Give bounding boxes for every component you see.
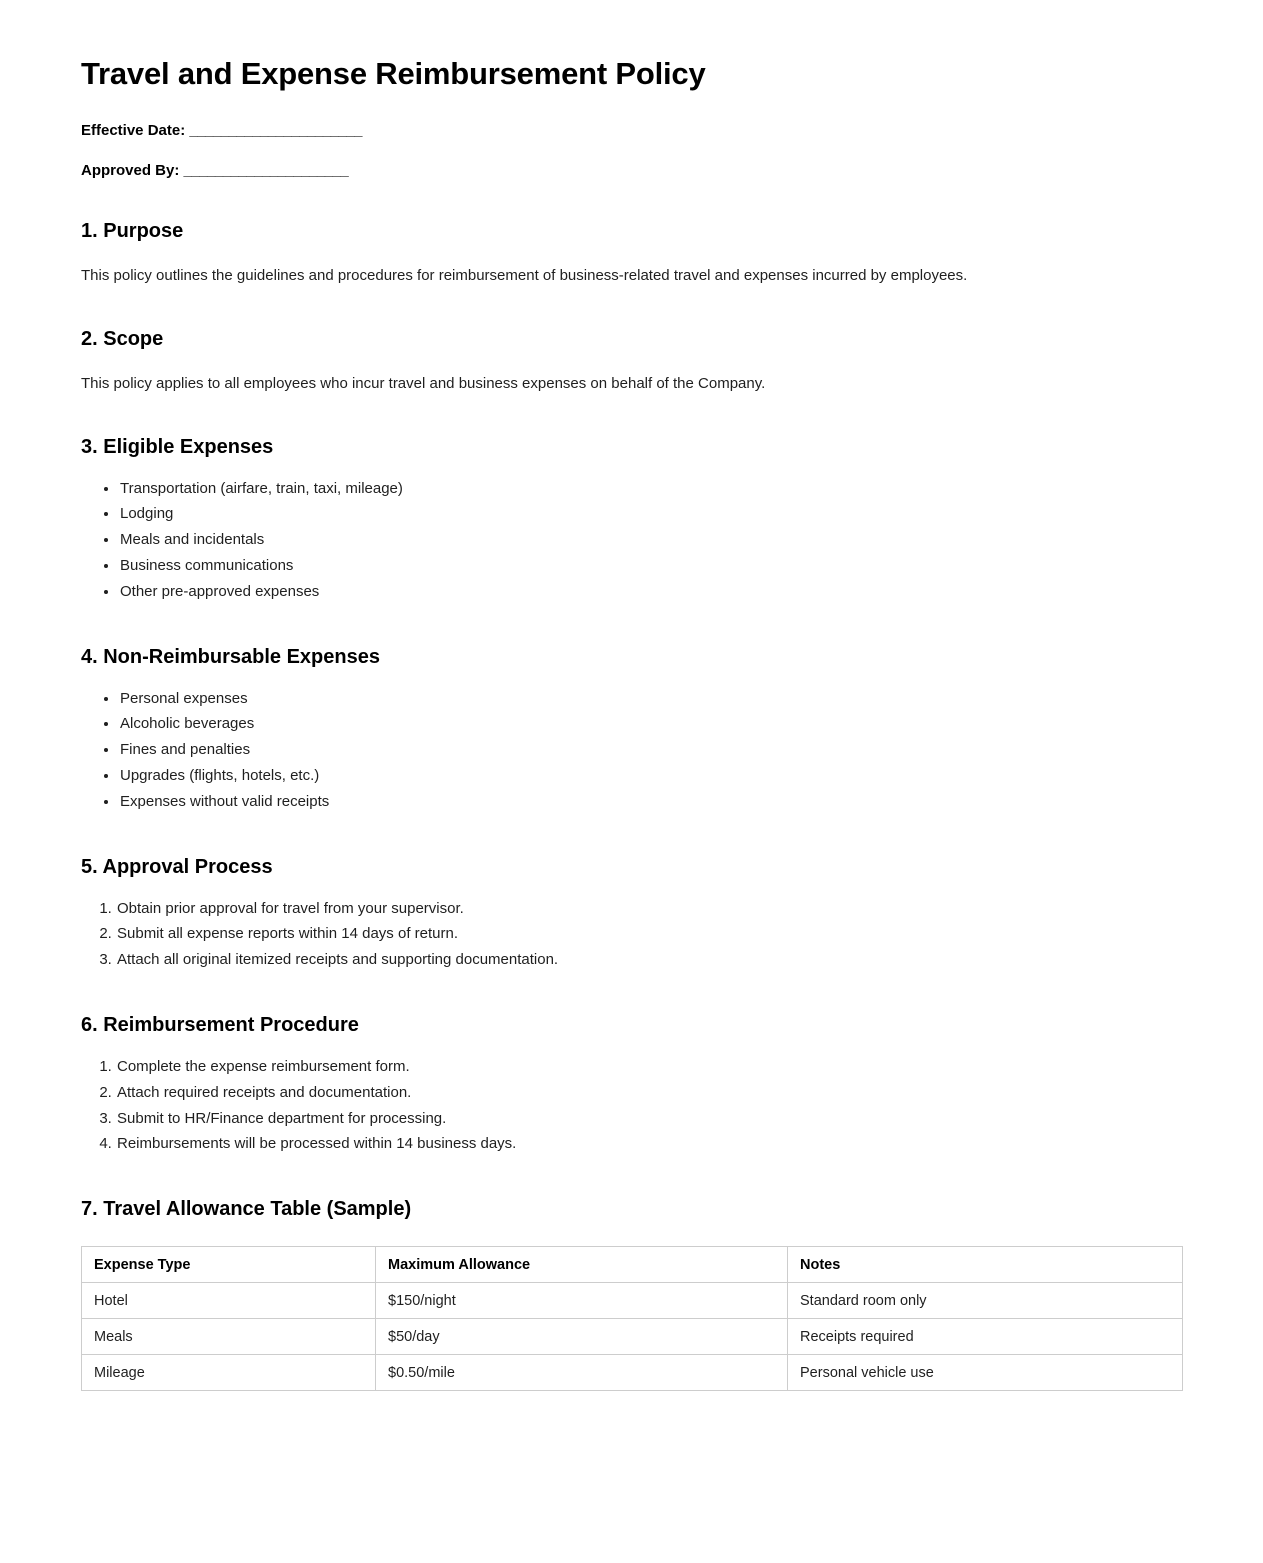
cell-maximum-allowance: $150/night: [376, 1283, 788, 1319]
section-heading-purpose: 1. Purpose: [81, 220, 184, 243]
section-heading-approval-process: 5. Approval Process: [81, 855, 273, 878]
reimbursement-procedure-list: [81, 1038, 1182, 1157]
list-item: • Transportation (airfare, train, taxi, mileage): [119, 476, 1182, 502]
list-item: 1. Obtain prior approval for travel from your supervisor.: [116, 896, 1182, 922]
list-item: 2. Attach required receipts and documentation.: [116, 1080, 1182, 1106]
list-item: • Fines and penalties: [119, 737, 1182, 763]
cell-notes: Personal vehicle use: [788, 1355, 1183, 1391]
cell-maximum-allowance: $50/day: [376, 1319, 788, 1355]
travel-allowance-table: [81, 1246, 1183, 1391]
list-item: • Expenses without valid receipts: [119, 789, 1182, 815]
section-heading-reimbursement-procedure: 6. Reimbursement Procedure: [81, 1014, 359, 1037]
list-item: • Business communications: [119, 553, 1182, 579]
section-text-purpose: This policy outlines the guidelines and procedures for reimbursement of business-related travel and expenses incurred by employees.: [81, 267, 968, 285]
section-text-scope: This policy applies to all employees who incur travel and business expenses on behalf of the Company.: [81, 374, 766, 392]
approved-by-field: [81, 162, 1182, 179]
section-heading-scope: 2. Scope: [81, 327, 164, 350]
column-header-maximum-allowance: Maximum Allowance: [376, 1247, 788, 1283]
section-heading-non-reimbursable-expenses: 4. Non-Reimbursable Expenses: [81, 645, 380, 668]
list-item: • Alcoholic beverages: [119, 711, 1182, 737]
effective-date-blank[interactable]: ______________________: [189, 122, 362, 140]
cell-notes: Standard room only: [788, 1283, 1183, 1319]
column-header-notes: Notes: [788, 1247, 1183, 1283]
list-item: • Other pre-approved expenses: [119, 579, 1182, 605]
list-item: 1. Complete the expense reimbursement form.: [116, 1054, 1182, 1080]
list-item: • Upgrades (flights, hotels, etc.): [119, 763, 1182, 789]
cell-expense-type: Hotel: [82, 1283, 376, 1319]
table-row: [82, 1319, 1183, 1355]
column-header-expense-type: Expense Type: [82, 1247, 376, 1283]
section-heading-eligible-expenses: 3. Eligible Expenses: [81, 435, 274, 458]
approval-process-list: [81, 880, 1182, 973]
list-item: 3. Submit to HR/Finance department for processing.: [116, 1106, 1182, 1132]
section-heading-travel-allowance-table: 7. Travel Allowance Table (Sample): [81, 1198, 412, 1221]
cell-expense-type: Mileage: [82, 1355, 376, 1391]
list-item: 3. Attach all original itemized receipts and supporting documentation.: [116, 947, 1182, 973]
cell-maximum-allowance: $0.50/mile: [376, 1355, 788, 1391]
list-item: 2. Submit all expense reports within 14 days of return.: [116, 921, 1182, 947]
page-title: Travel and Expense Reimbursement Policy: [81, 56, 706, 91]
cell-notes: Receipts required: [788, 1319, 1183, 1355]
list-item: • Lodging: [119, 501, 1182, 527]
table-header-row: [82, 1247, 1183, 1283]
approved-by-label: Approved By:: [81, 162, 180, 180]
approved-by-blank[interactable]: _____________________: [183, 162, 349, 180]
eligible-expenses-list: [81, 460, 1182, 605]
non-reimbursable-expenses-list: [81, 670, 1182, 815]
table-row: [82, 1283, 1183, 1319]
effective-date-label: Effective Date:: [81, 122, 186, 140]
document-body: [81, 0, 1182, 1391]
effective-date-field: [81, 122, 1182, 139]
table-row: [82, 1355, 1183, 1391]
list-item: • Personal expenses: [119, 686, 1182, 712]
list-item: 4. Reimbursements will be processed within 14 business days.: [116, 1131, 1182, 1157]
list-item: • Meals and incidentals: [119, 527, 1182, 553]
cell-expense-type: Meals: [82, 1319, 376, 1355]
